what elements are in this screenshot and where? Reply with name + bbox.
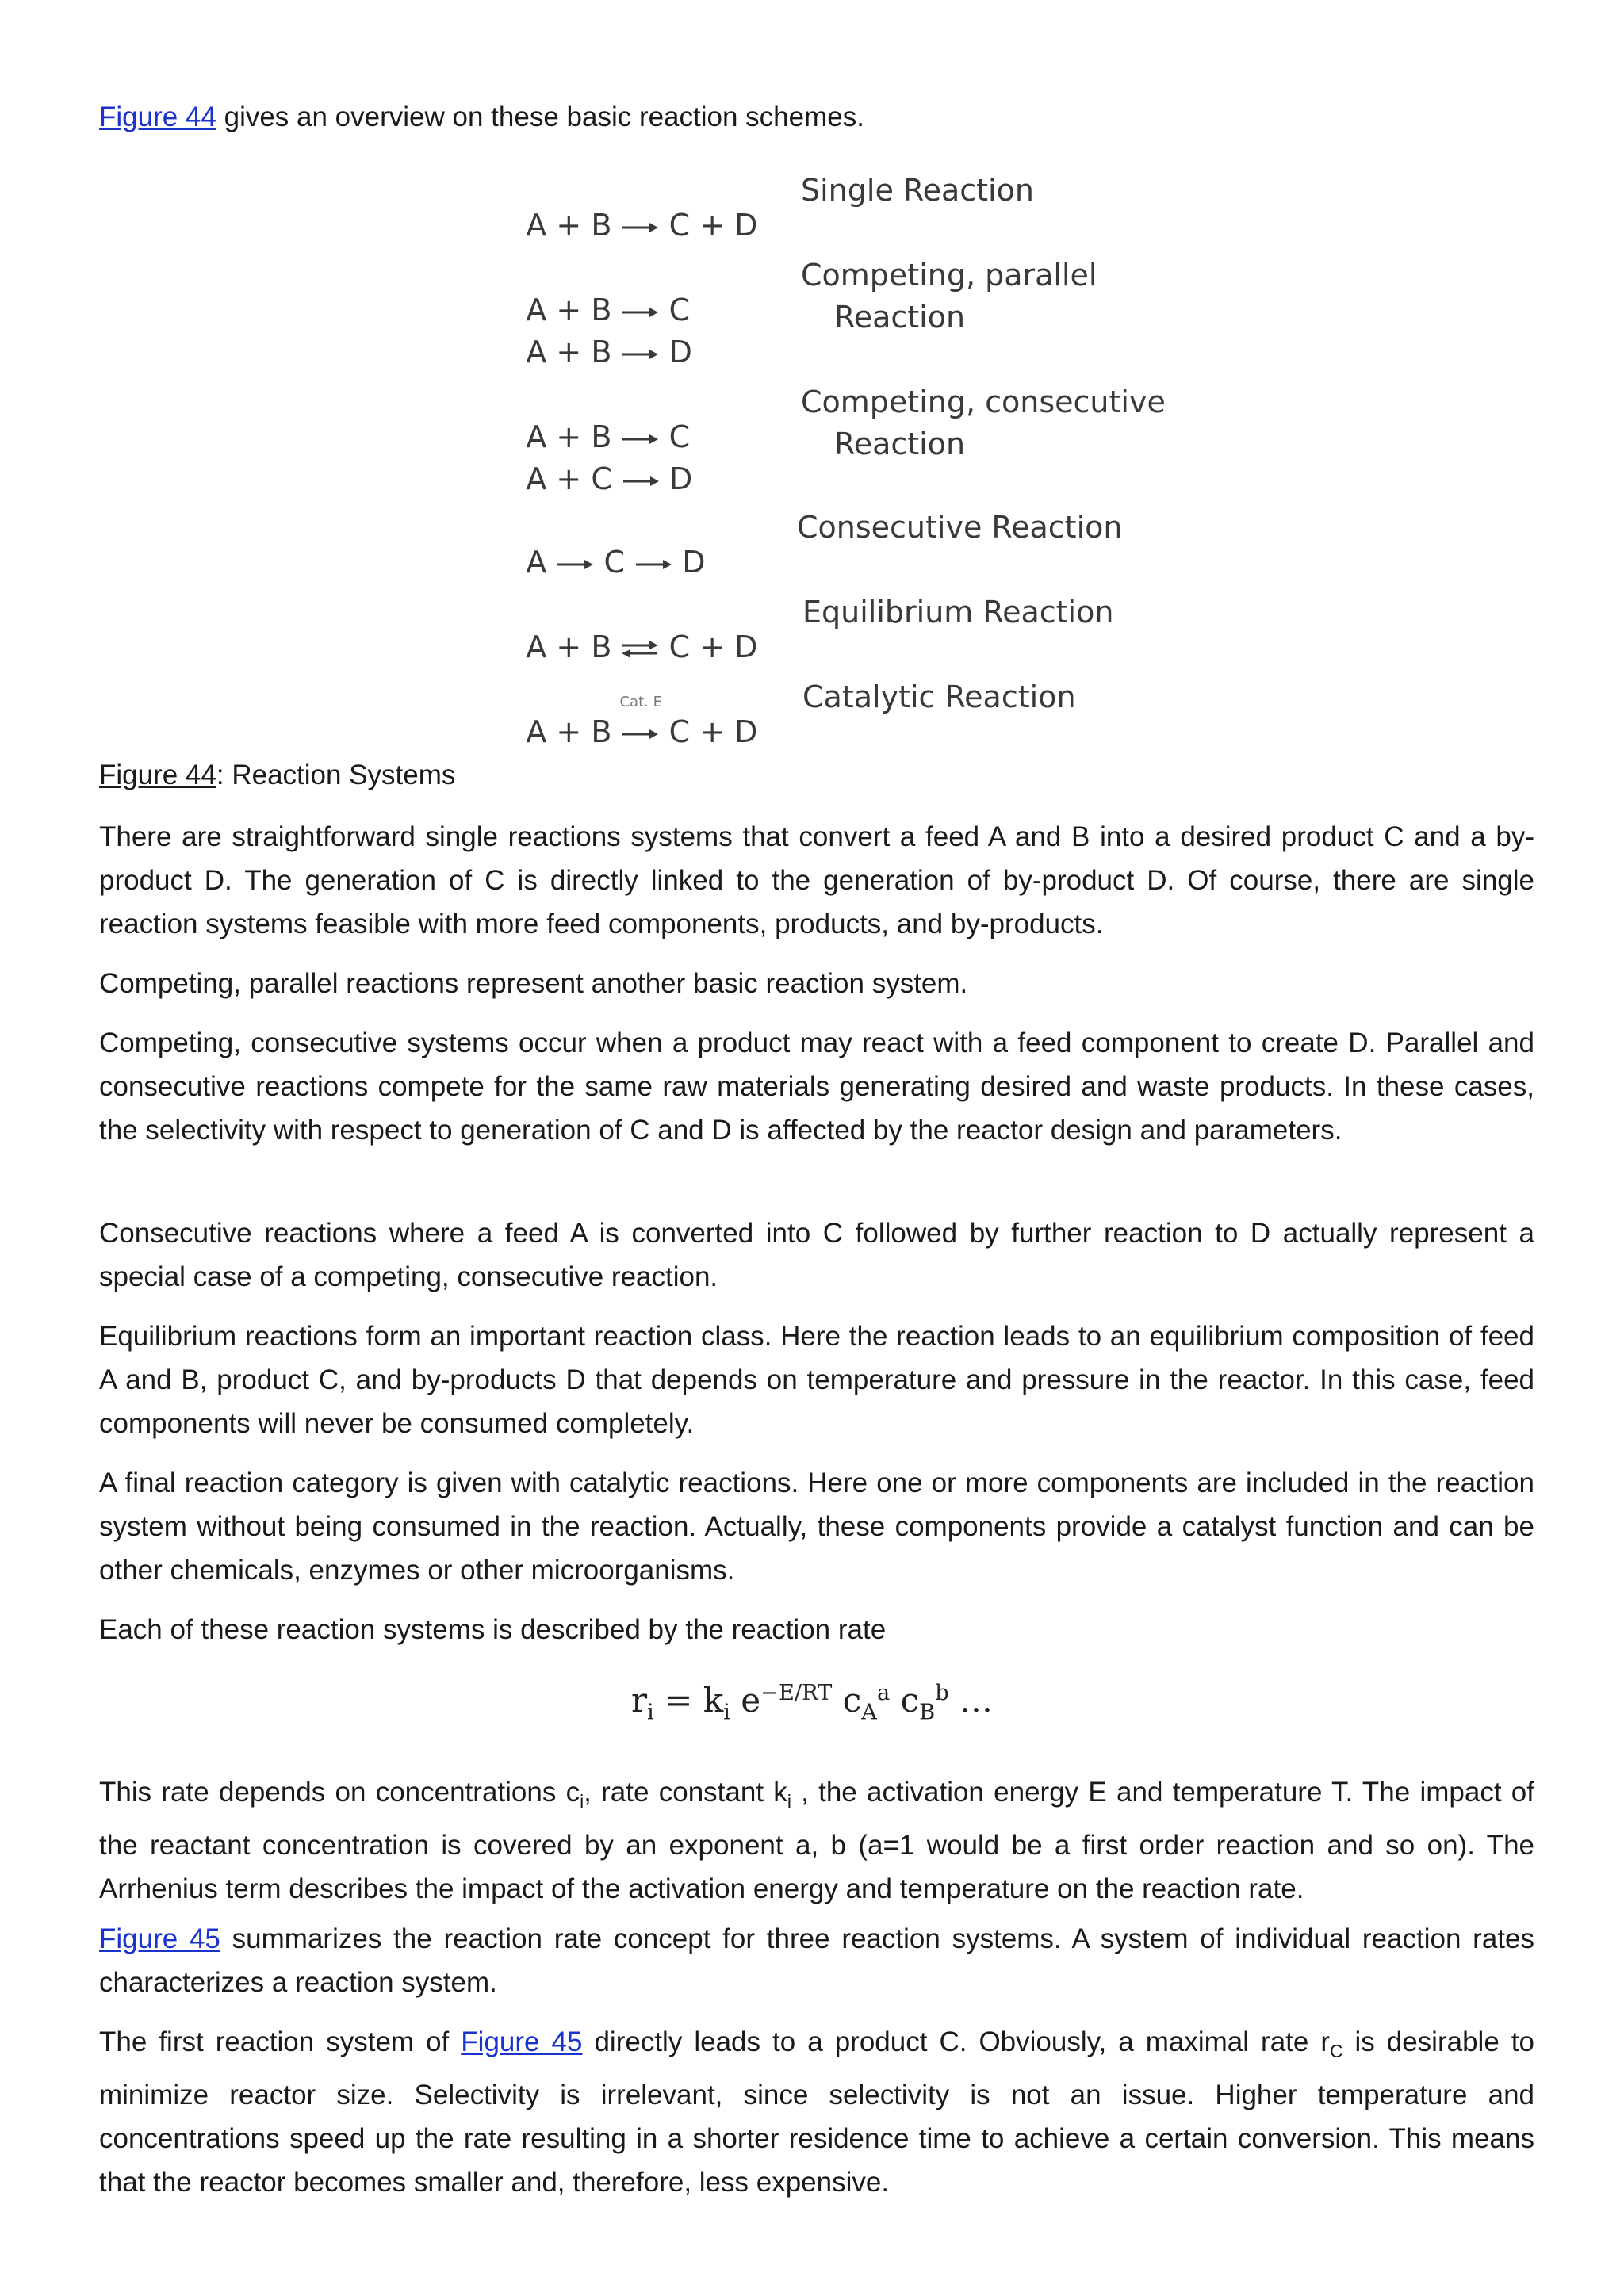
forward-arrow-icon	[634, 559, 672, 570]
scheme-label-equilibrium: Equilibrium Reaction	[802, 595, 1114, 629]
scheme-row-single: A + B C + D	[526, 208, 758, 243]
reaction-rate-formula: $r_i = k_i$ $e^{-E/RT}$ $c_A^a$ $c_B^b$ …	[630, 1681, 994, 1725]
scheme-row-parallel-1: A + B C	[526, 293, 691, 327]
scheme-row-consecutive-1: A + B C	[526, 419, 691, 454]
paragraph-consecutive: Consecutive reactions where a feed A is converted into C followed by further reaction to D actually represent a special case of a competing, consecutive reaction.	[99, 1218, 1534, 1292]
paragraph-rate-dependence: This rate depends on concentrations $c_i$, rate constant $k_i$ , the activation energy E and temperature T. The impact of the reactant concentration is covered by an exponent a, b (a=1 would be a first order reaction and so on). The Arrhenius term describes the impact of the activation energy and temperature on the reaction rate.	[99, 1777, 1534, 1904]
scheme-label-parallel-2: Reaction	[834, 300, 966, 335]
intro-paragraph: Figure 44 gives an overview on these basic reaction schemes.	[99, 101, 864, 132]
scheme-label-consecutive: Competing, consecutive	[801, 385, 1166, 419]
forward-arrow-icon	[622, 476, 660, 487]
scheme-label-single: Single Reaction	[801, 173, 1034, 208]
figure-45-link[interactable]: Figure 45	[99, 1923, 220, 1954]
paragraph-equilibrium: Equilibrium reactions form an important reaction class. Here the reaction leads to an equilibrium composition of feed A and B, product C, and by-products D that depends on temperature and pressure in the reactor. In this case, feed components will never be consumed completely.	[99, 1321, 1534, 1439]
paragraph-single-reactions: There are straightforward single reactions systems that convert a feed A and B into a desired product C and a by-product D. The generation of C is directly linked to the generation of by-product D. Of course, there are single reaction systems feasible with more feed components, products, and by-products.	[99, 821, 1534, 939]
catalyst-label: Cat. E	[619, 694, 662, 710]
reaction-scheme-figure	[389, 161, 1182, 749]
paragraph-catalytic: A final reaction category is given with catalytic reactions. Here one or more components are included in the reaction system without being consumed in the reaction. Actually, these components provide a catalyst function and can be other chemicals, enzymes or other microorganisms.	[99, 1468, 1534, 1586]
paragraph-figure-45-summary: Figure 45 summarizes the reaction rate concept for three reaction systems. A system of individual reaction rates characterizes a reaction system.	[99, 1923, 1534, 1998]
equilibrium-arrow-icon	[621, 641, 659, 658]
scheme-row-parallel-2: A + B D	[526, 335, 692, 369]
scheme-label-parallel: Competing, parallel	[801, 258, 1097, 293]
figure-44-caption-ref: Figure 44	[99, 760, 216, 790]
scheme-label-chain: Consecutive Reaction	[797, 510, 1123, 545]
forward-arrow-icon	[621, 729, 659, 740]
paragraph-parallel: Competing, parallel reactions represent another basic reaction system.	[99, 968, 968, 999]
scheme-row-catalytic: A + B Cat. E C + D	[526, 694, 758, 749]
scheme-row-chain: A C D	[526, 545, 706, 580]
figure-45-link-inline[interactable]: Figure 45	[461, 2026, 583, 2057]
paragraph-first-system: The first reaction system of Figure 45 directly leads to a product C. Obviously, a maximal rate $r_C$ is desirable to minimize reactor size. Selectivity is irrelevant, since selectivity is not an issue. Higher temperature and concentrations speed up the rate resulting in a shorter residence time to achieve a certain conversion. This means that the reactor becomes smaller and, therefore, less expensive.	[99, 2026, 1534, 2198]
figure-44-link[interactable]: Figure 44	[99, 101, 216, 132]
figure-caption: Figure 44: Reaction Systems	[99, 760, 456, 790]
paragraph-competing-consecutive: Competing, consecutive systems occur when a product may react with a feed component to create D. Parallel and consecutive reactions compete for the same raw materials generating desired and waste products. In these cases, the selectivity with respect to generation of C and D is affected by the reactor design and parameters.	[99, 1027, 1534, 1146]
forward-arrow-icon	[621, 349, 659, 360]
scheme-label-consecutive-2: Reaction	[834, 427, 966, 461]
scheme-label-catalytic: Catalytic Reaction	[802, 679, 1076, 714]
forward-arrow-icon	[621, 222, 659, 233]
scheme-row-equilibrium: A + B C + D	[526, 629, 758, 664]
paragraph-rate-intro: Each of these reaction systems is described by the reaction rate	[99, 1614, 887, 1645]
scheme-row-consecutive-2: A + C D	[526, 461, 693, 496]
forward-arrow-icon	[556, 559, 594, 570]
